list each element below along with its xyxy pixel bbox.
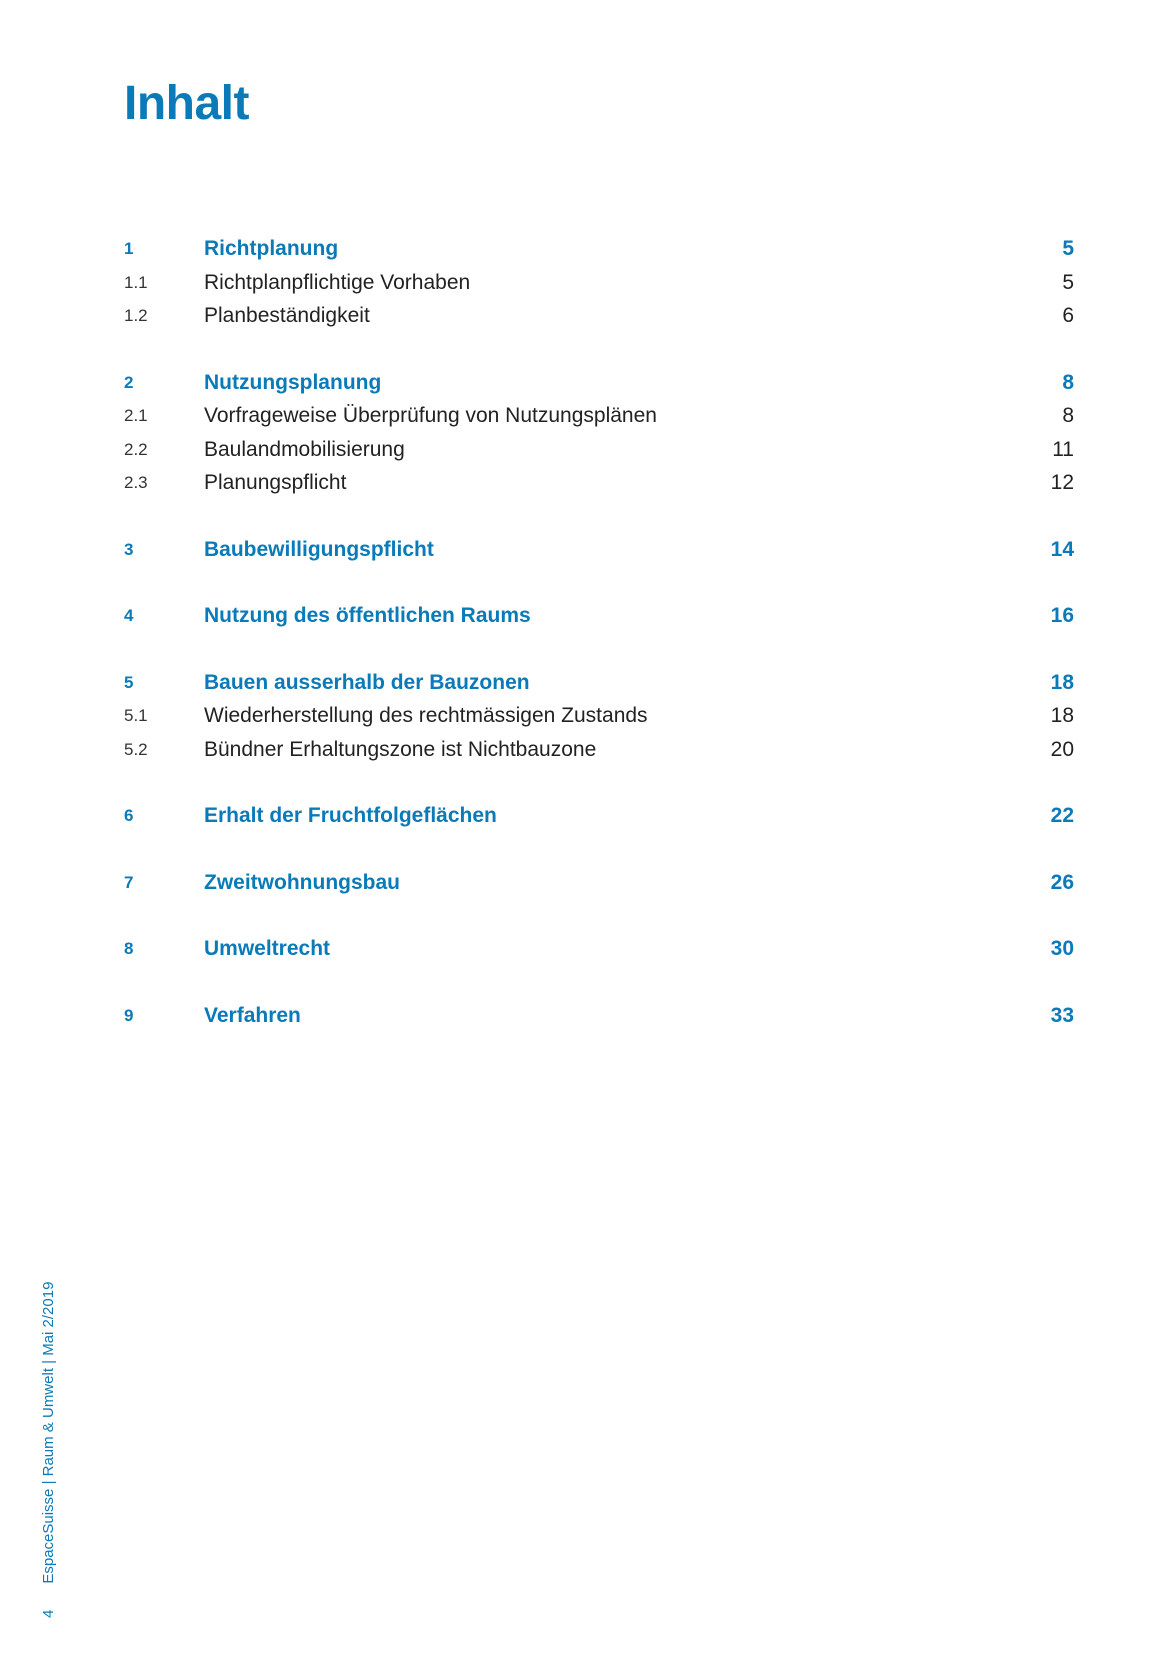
toc-section-entry[interactable]	[124, 733, 1074, 767]
toc-chapter-entry[interactable]	[124, 799, 1074, 833]
toc-entry-page: 8	[1062, 404, 1074, 427]
toc-entry-title: Erhalt der Fruchtfolgeflächen	[204, 804, 497, 827]
toc-entry-title: Bauen ausserhalb der Bauzonen	[204, 670, 530, 694]
toc-entry-number: 2.3	[124, 473, 148, 492]
toc-entry-number: 6	[124, 806, 134, 825]
toc-entry-title: Verfahren	[204, 1003, 301, 1027]
toc-entry-title: Bündner Erhaltungszone ist Nichtbauzone	[204, 737, 597, 761]
toc-entry-page: 14	[1050, 537, 1074, 561]
toc-section-entry[interactable]	[124, 699, 1074, 733]
toc-entry-title: Richtplanpflichtige Vorhaben	[204, 270, 471, 294]
toc-section-entry[interactable]	[124, 399, 1074, 433]
toc-entry-number: 9	[124, 1005, 134, 1025]
publication-info: EspaceSuisse | Raum & Umwelt | Mai 2/2019	[40, 1281, 57, 1584]
toc-chapter-entry[interactable]	[124, 666, 1074, 700]
toc-chapter-entry[interactable]	[124, 232, 1074, 266]
toc-entry-title: Baulandmobilisierung	[204, 437, 405, 461]
table-of-contents	[124, 232, 1074, 1032]
toc-chapter-entry[interactable]	[124, 932, 1074, 966]
toc-entry-title: Baubewilligungspflicht	[204, 537, 434, 561]
toc-section-entry[interactable]	[124, 466, 1074, 500]
toc-entry-number: 1.2	[124, 306, 148, 325]
toc-entry-title: Richtplanung	[204, 237, 339, 260]
toc-entry-page: 26	[1050, 870, 1074, 894]
toc-entry-number: 5.1	[124, 706, 148, 725]
toc-entry-page: 12	[1050, 471, 1074, 494]
toc-entry-title: Planbeständigkeit	[204, 304, 370, 327]
page-title: Inhalt	[124, 77, 249, 130]
toc-entry-page: 30	[1050, 937, 1074, 960]
toc-entry-number: 5	[124, 672, 134, 692]
toc-entry-title: Planungspflicht	[204, 471, 347, 494]
toc-section-entry[interactable]	[124, 266, 1074, 300]
toc-entry-page: 33	[1050, 1003, 1074, 1027]
toc-chapter-entry[interactable]	[124, 866, 1074, 900]
toc-entry-title: Vorfrageweise Überprüfung von Nutzungsplänen	[204, 404, 657, 427]
toc-chapter-entry[interactable]	[124, 533, 1074, 567]
page-number: 4	[40, 1609, 57, 1618]
toc-entry-page: 5	[1062, 270, 1074, 294]
toc-entry-title: Nutzungsplanung	[204, 370, 382, 394]
toc-entry-page: 18	[1050, 704, 1074, 727]
toc-entry-title: Wiederherstellung des rechtmässigen Zustands	[204, 704, 648, 727]
toc-entry-page: 16	[1050, 604, 1074, 627]
toc-entry-number: 3	[124, 539, 134, 559]
toc-chapter-entry[interactable]	[124, 599, 1074, 633]
toc-entry-title: Umweltrecht	[204, 937, 331, 960]
toc-entry-number: 7	[124, 872, 134, 892]
toc-entry-page: 22	[1050, 804, 1074, 827]
toc-entry-number: 2.2	[124, 439, 148, 459]
page-footer	[40, 1282, 57, 1618]
toc-entry-number: 1.1	[124, 272, 148, 292]
toc-entry-page: 6	[1062, 304, 1074, 327]
toc-entry-number: 2	[124, 372, 134, 392]
toc-chapter-entry[interactable]	[124, 366, 1074, 400]
toc-entry-number: 1	[124, 239, 134, 258]
toc-entry-title: Nutzung des öffentlichen Raums	[204, 604, 531, 627]
toc-entry-number: 8	[124, 939, 134, 958]
toc-entry-title: Zweitwohnungsbau	[204, 870, 400, 894]
toc-entry-number: 2.1	[124, 406, 148, 425]
toc-entry-page: 8	[1062, 370, 1074, 394]
toc-entry-page: 18	[1050, 670, 1074, 694]
toc-entry-number: 4	[124, 606, 134, 625]
toc-entry-page: 20	[1050, 737, 1074, 761]
toc-entry-page: 11	[1052, 437, 1074, 461]
toc-entry-number: 5.2	[124, 739, 148, 759]
toc-entry-page: 5	[1062, 237, 1074, 260]
toc-section-entry[interactable]	[124, 299, 1074, 333]
toc-section-entry[interactable]	[124, 433, 1074, 467]
toc-chapter-entry[interactable]	[124, 999, 1074, 1033]
